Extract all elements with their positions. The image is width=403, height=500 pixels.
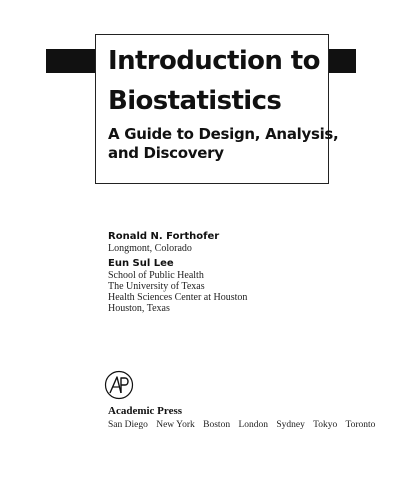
book-subtitle-line-1: A Guide to Design, Analysis, bbox=[108, 125, 339, 143]
publisher-city: Tokyo bbox=[313, 420, 338, 430]
title-bar-left bbox=[46, 49, 95, 73]
title-bar-right bbox=[329, 49, 356, 73]
publisher-city: London bbox=[238, 420, 269, 430]
book-title-line-1: Introduction to bbox=[108, 46, 320, 76]
academic-press-logo-icon bbox=[104, 370, 134, 400]
author-2-affiliation-line: The University of Texas bbox=[108, 281, 205, 292]
book-title-line-2: Biostatistics bbox=[108, 86, 282, 116]
author-name-1: Ronald N. Forthofer bbox=[108, 231, 220, 242]
author-2-affiliation-line: Health Sciences Center at Houston bbox=[108, 292, 248, 303]
publisher-city: Boston bbox=[203, 420, 231, 430]
book-subtitle-line-2: and Discovery bbox=[108, 144, 224, 162]
publisher-city: Sydney bbox=[276, 420, 305, 430]
author-2-affiliation-line: Houston, Texas bbox=[108, 303, 170, 314]
publisher-cities bbox=[108, 419, 381, 431]
publisher-city: Toronto bbox=[345, 420, 376, 430]
author-name-2: Eun Sul Lee bbox=[108, 258, 174, 269]
publisher-city: New York bbox=[156, 420, 195, 430]
author-2-affiliation-line: School of Public Health bbox=[108, 270, 204, 281]
publisher-name: Academic Press bbox=[108, 405, 183, 417]
author-1-affiliation-line: Longmont, Colorado bbox=[108, 243, 192, 254]
publisher-city: San Diego bbox=[108, 420, 148, 430]
